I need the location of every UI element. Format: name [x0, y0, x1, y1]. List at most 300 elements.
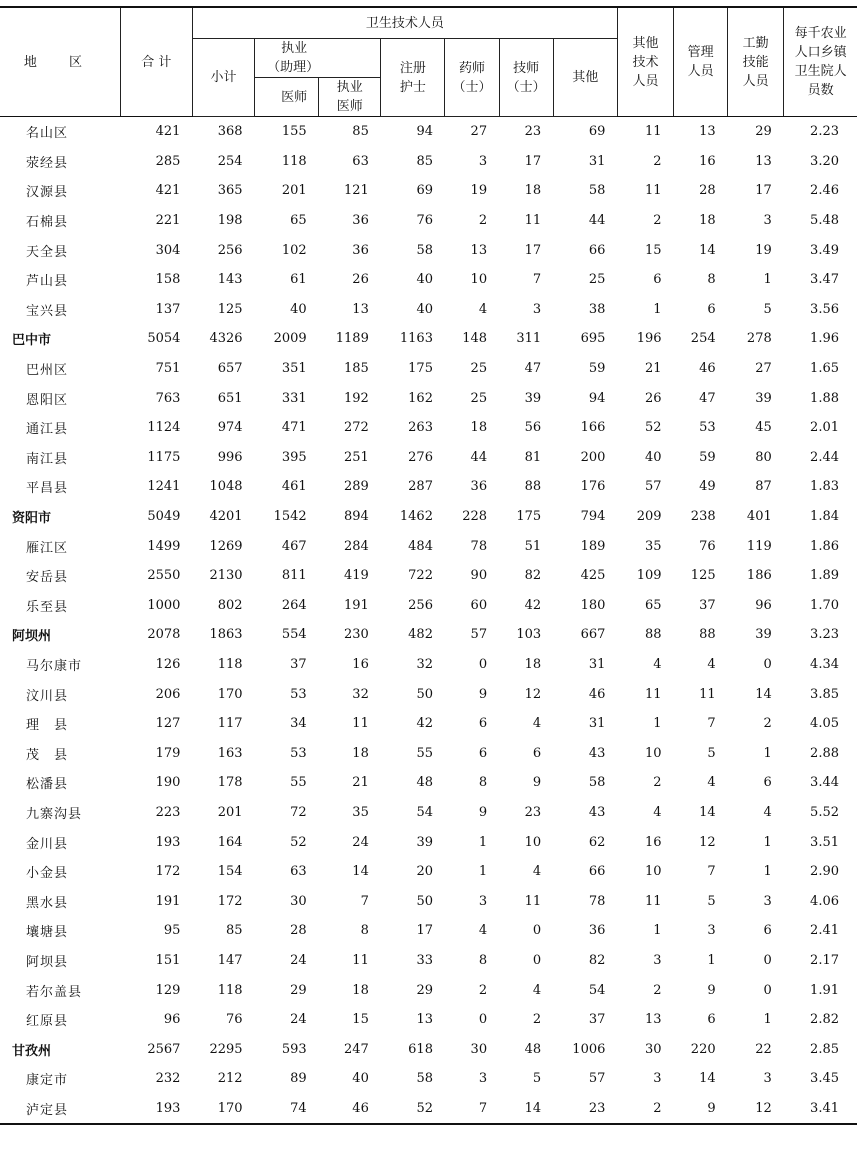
header-practicing-doctor: 执业 （助理） [255, 39, 381, 78]
cell-value: 65 [644, 597, 662, 613]
cell-value: 2 [478, 213, 488, 229]
cell-value: 667 [580, 627, 606, 643]
cell-value: 3.41 [784, 1094, 857, 1125]
region-name: 天全县 [26, 244, 69, 260]
cell-value: 65 [290, 213, 307, 229]
cell-value: 2 [763, 716, 772, 732]
cell-value: 7 [532, 272, 542, 288]
cell-value: 1 [653, 716, 662, 732]
region-name: 泸定县 [0, 1094, 120, 1125]
cell-value: 2.90 [810, 864, 839, 880]
cell-value: 21 [352, 775, 369, 791]
cell-value: 11 [352, 952, 369, 968]
cell-value: 6 [763, 923, 772, 939]
cell-value: 6 [478, 745, 488, 761]
cell-value: 69 [416, 183, 433, 199]
cell-value: 278 [746, 331, 772, 347]
cell-value: 29 [755, 124, 772, 140]
cell-value: 25 [470, 390, 488, 406]
cell-value: 7 [360, 893, 369, 909]
cell-value: 24 [352, 834, 369, 850]
cell-value: 58 [416, 1071, 433, 1087]
cell-value: 2 [653, 213, 662, 229]
header-other: 其他 [553, 39, 617, 117]
table-row-city [0, 502, 857, 532]
cell-value: 40 [644, 449, 662, 465]
cell-value: 85 [352, 124, 369, 140]
cell-value: 58 [416, 242, 433, 258]
cell-value: 251 [344, 449, 369, 465]
cell-value: 2.82 [810, 1012, 839, 1028]
cell-value: 170 [192, 1094, 254, 1125]
cell-value: 351 [281, 361, 307, 377]
cell-value: 170 [217, 686, 243, 702]
cell-value: 8 [707, 272, 716, 288]
cell-value: 117 [217, 716, 243, 732]
cell-value: 172 [217, 893, 243, 909]
cell-value: 3.45 [810, 1071, 839, 1087]
table-row [0, 709, 857, 739]
cell-value: 53 [290, 745, 307, 761]
cell-value: 5.48 [810, 213, 839, 229]
cell-value: 2550 [147, 568, 181, 584]
cell-value: 200 [580, 449, 606, 465]
cell-value: 3.20 [810, 153, 839, 169]
cell-value: 401 [746, 509, 772, 525]
cell-value: 185 [344, 361, 369, 377]
cell-value: 254 [217, 153, 243, 169]
cell-value: 14 [755, 686, 772, 702]
cell-value: 129 [155, 982, 181, 998]
table-row [0, 443, 857, 473]
cell-value: 33 [416, 952, 433, 968]
cell-value: 42 [524, 597, 542, 613]
cell-value: 2078 [147, 627, 181, 643]
cell-value: 5049 [147, 509, 181, 525]
cell-value: 2.85 [810, 1041, 839, 1057]
cell-value: 5 [763, 301, 772, 317]
cell-value: 2 [653, 775, 662, 791]
cell-value: 89 [290, 1071, 307, 1087]
cell-value: 119 [746, 538, 772, 554]
cell-value: 85 [226, 923, 243, 939]
cell-value: 18 [352, 745, 369, 761]
region-name: 阿坝州 [12, 629, 52, 645]
cell-value: 37 [588, 1012, 606, 1028]
cell-value: 996 [217, 449, 243, 465]
table-row [0, 650, 857, 680]
cell-value: 0 [478, 656, 488, 672]
cell-value: 276 [408, 449, 433, 465]
cell-value: 18 [524, 656, 542, 672]
region-name: 巴中市 [12, 333, 52, 349]
cell-value: 618 [408, 1041, 433, 1057]
region-name: 安岳县 [26, 570, 69, 586]
cell-value: 1 [707, 952, 716, 968]
cell-value: 304 [155, 242, 181, 258]
region-name: 雁江区 [26, 540, 69, 556]
cell-value: 4326 [209, 331, 243, 347]
cell-value: 143 [217, 272, 243, 288]
cell-value: 272 [344, 420, 369, 436]
cell-value: 2.44 [810, 449, 839, 465]
cell-value: 180 [580, 597, 606, 613]
cell-value: 5 [707, 745, 716, 761]
cell-value: 24 [290, 952, 307, 968]
table-row-city [0, 1034, 857, 1064]
cell-value: 1269 [209, 538, 243, 554]
cell-value: 8 [478, 952, 488, 968]
cell-value: 763 [155, 390, 181, 406]
cell-value: 81 [524, 449, 542, 465]
cell-value: 43 [588, 804, 606, 820]
cell-value: 176 [580, 479, 606, 495]
cell-value: 395 [281, 449, 307, 465]
cell-value: 9 [674, 1094, 728, 1125]
table-row [0, 531, 857, 561]
cell-value: 151 [155, 952, 181, 968]
cell-value: 2.88 [810, 745, 839, 761]
cell-value: 23 [553, 1094, 617, 1125]
table-header [0, 7, 857, 117]
cell-value: 2.17 [810, 952, 839, 968]
region-name: 汉源县 [26, 185, 69, 201]
cell-value: 11 [644, 893, 662, 909]
cell-value: 421 [155, 124, 181, 140]
header-licensed-doctor: 执业 医师 [319, 78, 381, 117]
cell-value: 1124 [147, 420, 181, 436]
cell-value: 14 [499, 1094, 553, 1125]
cell-value: 1175 [147, 449, 181, 465]
header-worker: 工勤 技能 人员 [728, 7, 784, 117]
cell-value: 2130 [209, 568, 243, 584]
cell-value: 35 [644, 538, 662, 554]
cell-value: 46 [319, 1094, 381, 1125]
cell-value: 40 [352, 1071, 369, 1087]
cell-value: 189 [580, 538, 606, 554]
region-name: 名山区 [26, 126, 69, 142]
cell-value: 158 [155, 272, 181, 288]
cell-value: 54 [588, 982, 606, 998]
cell-value: 72 [290, 804, 307, 820]
cell-value: 1.88 [810, 390, 839, 406]
table-row [0, 206, 857, 236]
cell-value: 118 [281, 153, 307, 169]
cell-value: 6 [763, 775, 772, 791]
cell-value: 55 [416, 745, 433, 761]
cell-value: 3 [763, 1071, 772, 1087]
cell-value: 32 [352, 686, 369, 702]
cell-value: 166 [580, 420, 606, 436]
cell-value: 13 [755, 153, 772, 169]
cell-value: 57 [644, 479, 662, 495]
cell-value: 6 [478, 716, 488, 732]
cell-value: 4.05 [810, 716, 839, 732]
cell-value: 4 [653, 656, 662, 672]
cell-value: 12 [728, 1094, 784, 1125]
cell-value: 7 [445, 1094, 499, 1125]
cell-value: 191 [155, 893, 181, 909]
cell-value: 3 [653, 952, 662, 968]
cell-value: 285 [155, 153, 181, 169]
cell-value: 1462 [399, 509, 433, 525]
cell-value: 657 [217, 361, 243, 377]
table-row [0, 738, 857, 768]
cell-value: 5 [532, 1071, 542, 1087]
region-name: 汶川县 [26, 688, 69, 704]
cell-value: 1000 [147, 597, 181, 613]
cell-value: 192 [344, 390, 369, 406]
region-name: 恩阳区 [26, 392, 69, 408]
cell-value: 3.44 [810, 775, 839, 791]
cell-value: 88 [644, 627, 662, 643]
cell-value: 722 [408, 568, 433, 584]
cell-value: 17 [524, 242, 542, 258]
cell-value: 484 [408, 538, 433, 554]
cell-value: 74 [255, 1094, 319, 1125]
table-row [0, 561, 857, 591]
cell-value: 126 [155, 656, 181, 672]
cell-value: 2295 [209, 1041, 243, 1057]
cell-value: 37 [290, 656, 307, 672]
cell-value: 263 [408, 420, 433, 436]
cell-value: 94 [588, 390, 606, 406]
cell-value: 220 [690, 1041, 716, 1057]
cell-value: 287 [408, 479, 433, 495]
cell-value: 201 [217, 804, 243, 820]
cell-value: 60 [470, 597, 488, 613]
cell-value: 164 [217, 834, 243, 850]
cell-value: 127 [155, 716, 181, 732]
cell-value: 36 [588, 923, 606, 939]
table-row [0, 176, 857, 206]
cell-value: 178 [217, 775, 243, 791]
cell-value: 47 [524, 361, 542, 377]
cell-value: 461 [281, 479, 307, 495]
cell-value: 53 [699, 420, 716, 436]
table-row [0, 117, 857, 147]
cell-value: 190 [155, 775, 181, 791]
cell-value: 1048 [209, 479, 243, 495]
header-health-tech: 卫生技术人员 [192, 7, 617, 39]
cell-value: 4 [532, 864, 542, 880]
cell-value: 1 [478, 864, 488, 880]
cell-value: 37 [699, 597, 716, 613]
health-staff-table [0, 6, 857, 1125]
cell-value: 3.47 [810, 272, 839, 288]
region-name: 马尔康市 [26, 658, 83, 674]
cell-value: 254 [690, 331, 716, 347]
cell-value: 59 [699, 449, 716, 465]
cell-value: 2009 [273, 331, 307, 347]
region-name: 资阳市 [12, 511, 52, 527]
cell-value: 55 [290, 775, 307, 791]
cell-value: 471 [281, 420, 307, 436]
table-row [0, 235, 857, 265]
cell-value: 30 [470, 1041, 488, 1057]
cell-value: 39 [416, 834, 433, 850]
cell-value: 802 [217, 597, 243, 613]
cell-value: 894 [344, 509, 369, 525]
cell-value: 82 [524, 568, 542, 584]
cell-value: 230 [344, 627, 369, 643]
cell-value: 18 [699, 213, 716, 229]
cell-value: 6 [532, 745, 542, 761]
cell-value: 66 [588, 864, 606, 880]
cell-value: 5.52 [810, 804, 839, 820]
cell-value: 31 [588, 716, 606, 732]
cell-value: 2 [478, 982, 488, 998]
cell-value: 1 [763, 1012, 772, 1028]
cell-value: 125 [217, 301, 243, 317]
cell-value: 66 [588, 242, 606, 258]
cell-value: 13 [352, 301, 369, 317]
cell-value: 10 [524, 834, 542, 850]
cell-value: 212 [217, 1071, 243, 1087]
cell-value: 147 [217, 952, 243, 968]
cell-value: 53 [290, 686, 307, 702]
cell-value: 11 [524, 213, 542, 229]
cell-value: 29 [290, 982, 307, 998]
cell-value: 155 [281, 124, 307, 140]
cell-value: 9 [478, 686, 488, 702]
cell-value: 27 [755, 361, 772, 377]
cell-value: 13 [416, 1012, 433, 1028]
region-name: 荥经县 [26, 155, 69, 171]
cell-value: 425 [580, 568, 606, 584]
cell-value: 13 [644, 1012, 662, 1028]
cell-value: 48 [416, 775, 433, 791]
table-row [0, 1005, 857, 1035]
cell-value: 14 [699, 242, 716, 258]
header-subtotal: 小计 [192, 39, 254, 117]
cell-value: 186 [746, 568, 772, 584]
cell-value: 14 [699, 804, 716, 820]
cell-value: 20 [416, 864, 433, 880]
cell-value: 78 [588, 893, 606, 909]
cell-value: 4 [763, 804, 772, 820]
cell-value: 368 [217, 124, 243, 140]
cell-value: 82 [588, 952, 606, 968]
cell-value: 256 [217, 242, 243, 258]
cell-value: 125 [690, 568, 716, 584]
cell-value: 42 [416, 716, 433, 732]
cell-value: 794 [580, 509, 606, 525]
region-name: 理 县 [26, 718, 69, 734]
cell-value: 2 [653, 982, 662, 998]
cell-value: 95 [163, 923, 181, 939]
region-name: 甘孜州 [12, 1043, 52, 1059]
cell-value: 28 [699, 183, 716, 199]
cell-value: 8 [360, 923, 369, 939]
cell-value: 1.84 [810, 509, 839, 525]
cell-value: 94 [416, 124, 433, 140]
table-row [0, 591, 857, 621]
cell-value: 23 [524, 804, 542, 820]
table-row [0, 798, 857, 828]
cell-value: 85 [416, 153, 433, 169]
cell-value: 50 [416, 893, 433, 909]
cell-value: 247 [344, 1041, 369, 1057]
cell-value: 0 [532, 923, 542, 939]
cell-value: 4 [478, 301, 488, 317]
cell-value: 238 [690, 509, 716, 525]
cell-value: 54 [416, 804, 433, 820]
cell-value: 1 [763, 745, 772, 761]
cell-value: 14 [352, 864, 369, 880]
table-row [0, 1064, 857, 1094]
cell-value: 2567 [147, 1041, 181, 1057]
cell-value: 96 [755, 597, 772, 613]
cell-value: 3 [763, 213, 772, 229]
cell-value: 1241 [147, 479, 181, 495]
cell-value: 1863 [209, 627, 243, 643]
cell-value: 11 [644, 686, 662, 702]
cell-value: 9 [478, 804, 488, 820]
cell-value: 1 [763, 272, 772, 288]
cell-value: 38 [588, 301, 606, 317]
cell-value: 88 [699, 627, 716, 643]
cell-value: 2.01 [810, 420, 839, 436]
cell-value: 76 [416, 213, 433, 229]
cell-value: 264 [281, 597, 307, 613]
cell-value: 44 [470, 449, 488, 465]
cell-value: 47 [699, 390, 716, 406]
cell-value: 45 [755, 420, 772, 436]
cell-value: 0 [532, 952, 542, 968]
cell-value: 974 [217, 420, 243, 436]
header-per-thousand: 每千农业 人口乡镇 卫生院人 员数 [784, 7, 857, 117]
header-nurse: 注册 护士 [381, 39, 445, 117]
cell-value: 284 [344, 538, 369, 554]
cell-value: 31 [588, 153, 606, 169]
cell-value: 2.41 [810, 923, 839, 939]
cell-value: 21 [644, 361, 662, 377]
cell-value: 31 [588, 656, 606, 672]
cell-value: 193 [120, 1094, 192, 1125]
cell-value: 40 [416, 272, 433, 288]
cell-value: 175 [516, 509, 542, 525]
cell-value: 59 [588, 361, 606, 377]
header-admin: 管理 人员 [674, 7, 728, 117]
cell-value: 206 [155, 686, 181, 702]
cell-value: 4 [653, 804, 662, 820]
cell-value: 118 [217, 982, 243, 998]
cell-value: 17 [524, 153, 542, 169]
cell-value: 14 [699, 1071, 716, 1087]
cell-value: 18 [524, 183, 542, 199]
cell-value: 1542 [273, 509, 307, 525]
table-row [0, 768, 857, 798]
table-row [0, 354, 857, 384]
cell-value: 3 [653, 1071, 662, 1087]
cell-value: 57 [588, 1071, 606, 1087]
table-row [0, 413, 857, 443]
cell-value: 4.34 [810, 656, 839, 672]
cell-value: 121 [344, 183, 369, 199]
cell-value: 26 [644, 390, 662, 406]
cell-value: 148 [462, 331, 488, 347]
cell-value: 16 [644, 834, 662, 850]
cell-value: 3.49 [810, 242, 839, 258]
cell-value: 331 [281, 390, 307, 406]
cell-value: 46 [699, 361, 716, 377]
cell-value: 7 [707, 864, 716, 880]
table-row [0, 1094, 857, 1125]
cell-value: 4 [707, 656, 716, 672]
cell-value: 223 [155, 804, 181, 820]
table-row-city [0, 620, 857, 650]
